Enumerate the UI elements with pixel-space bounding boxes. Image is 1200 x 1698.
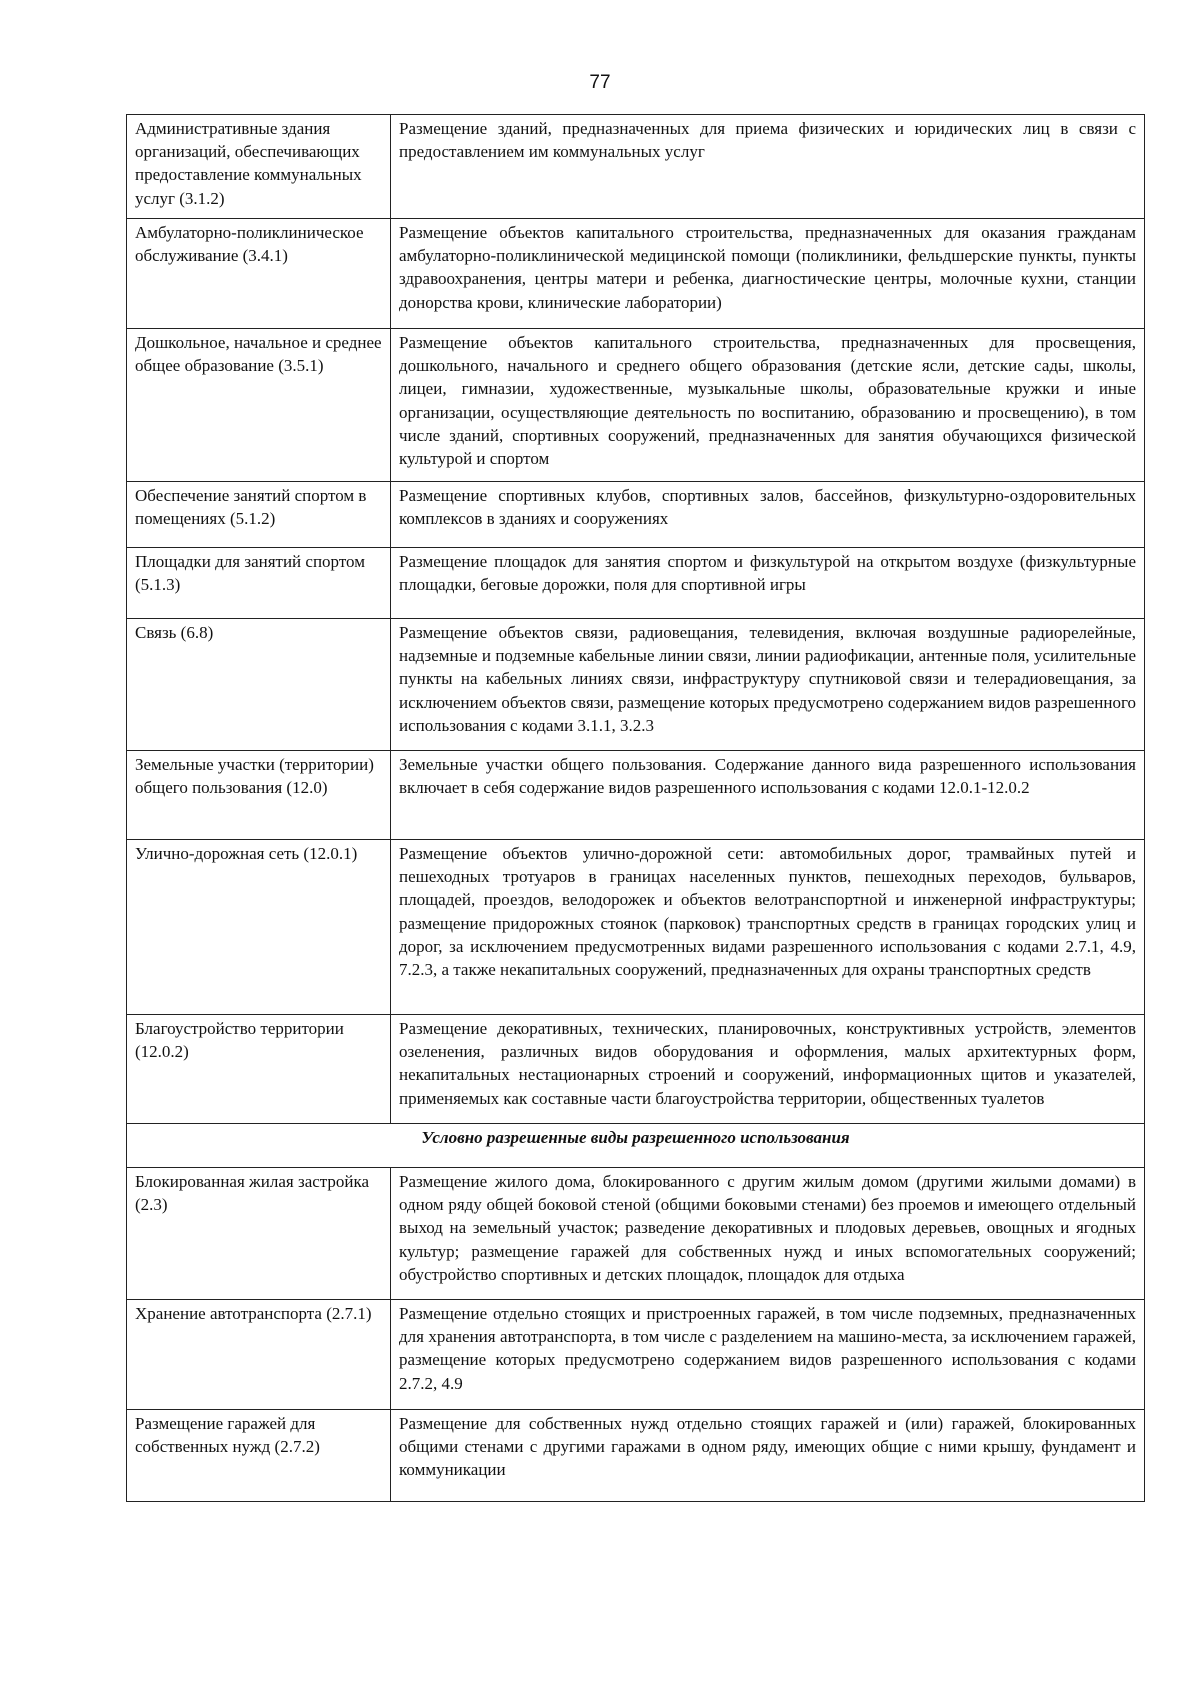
permitted-use-table [126, 114, 1145, 1502]
table-row [127, 1015, 1145, 1124]
use-type-description: Земельные участки общего пользования. Содержание данного вида разрешенного использования включает в себя содержание видов разрешенного использования с кодами 12.0.1-12.0.2 [391, 751, 1145, 840]
use-type-name: Хранение автотранспорта (2.7.1) [127, 1300, 391, 1410]
use-type-description: Размещение спортивных клубов, спортивных залов, бассейнов, физкультурно-оздоровительных комплексов в зданиях и сооружениях [391, 482, 1145, 548]
use-type-name: Улично-дорожная сеть (12.0.1) [127, 840, 391, 1015]
section-heading-row [127, 1124, 1145, 1168]
table-row [127, 619, 1145, 751]
use-type-name: Размещение гаражей для собственных нужд (2.7.2) [127, 1410, 391, 1502]
use-type-description: Размещение объектов связи, радиовещания, телевидения, включая воздушные радиорелейные, надземные и подземные кабельные линии связи, линии радиофикации, антенные поля, усилительные пункты на кабельных линиях связи, инфраструктуру спутниковой связи и телерадиовещания, за исключением объектов связи, размещение которых предусмотрено содержанием видов разрешенного использования с кодами 3.1.1, 3.2.3 [391, 619, 1145, 751]
use-type-name: Земельные участки (территории) общего пользования (12.0) [127, 751, 391, 840]
use-type-description: Размещение объектов капитального строительства, предназначенных для просвещения, дошкольного, начального и среднего общего образования (детские ясли, детские сады, школы, лицеи, гимназии, художественные, музыкальные школы, образовательные кружки и иные организации, осуществляющие деятельность по воспитанию, образованию и просвещению), в том числе зданий, спортивных сооружений, предназначенных для занятия обучающихся физической культурой и спортом [391, 329, 1145, 482]
table-row [127, 115, 1145, 219]
use-type-name: Административные здания организаций, обеспечивающих предоставление коммунальных услуг (3.1.2) [127, 115, 391, 219]
use-type-name: Дошкольное, начальное и среднее общее образование (3.5.1) [127, 329, 391, 482]
use-type-description: Размещение для собственных нужд отдельно стоящих гаражей и (или) гаражей, блокированных общими стенами с другими гаражами в одном ряду, имеющих общие с ними крышу, фундамент и коммуникации [391, 1410, 1145, 1502]
use-type-name: Амбулаторно-поликлиническое обслуживание (3.4.1) [127, 219, 391, 329]
use-type-description: Размещение объектов капитального строительства, предназначенных для оказания гражданам амбулаторно-поликлинической медицинской помощи (поликлиники, фельдшерские пункты, пункты здравоохранения, центры матери и ребенка, диагностические центры, молочные кухни, станции донорства крови, клинические лаборатории) [391, 219, 1145, 329]
page-number: 77 [589, 72, 611, 93]
table-row [127, 1300, 1145, 1410]
table-row [127, 329, 1145, 482]
table-row [127, 1168, 1145, 1300]
permitted-use-table-container [126, 114, 1144, 1502]
use-type-name: Блокированная жилая застройка (2.3) [127, 1168, 391, 1300]
use-type-description: Размещение отдельно стоящих и пристроенных гаражей, в том числе подземных, предназначенных для хранения автотранспорта, в том числе с разделением на машино-места, за исключением гаражей, размещение которых предусмотрено содержанием видов разрешенного использования с кодами 2.7.2, 4.9 [391, 1300, 1145, 1410]
table-row [127, 840, 1145, 1015]
use-type-description: Размещение жилого дома, блокированного с другим жилым домом (другими жилыми домами) в одном ряду общей боковой стеной (общими боковыми стенами) без проемов и имеющего отдельный выход на земельный участок; разведение декоративных и плодовых деревьев, овощных и ягодных культур; размещение гаражей для собственных нужд и иных вспомогательных сооружений; обустройство спортивных и детских площадок, площадок для отдыха [391, 1168, 1145, 1300]
use-type-description: Размещение площадок для занятия спортом и физкультурой на открытом воздухе (физкультурные площадки, беговые дорожки, поля для спортивной игры [391, 548, 1145, 619]
table-row [127, 1410, 1145, 1502]
use-type-name: Площадки для занятий спортом (5.1.3) [127, 548, 391, 619]
table-row [127, 548, 1145, 619]
use-type-name: Обеспечение занятий спортом в помещениях (5.1.2) [127, 482, 391, 548]
table-row [127, 751, 1145, 840]
table-row [127, 482, 1145, 548]
table-row [127, 219, 1145, 329]
use-type-description: Размещение декоративных, технических, планировочных, конструктивных устройств, элементов озеленения, различных видов оборудования и оформления, малых архитектурных форм, некапитальных нестационарных строений и сооружений, информационных щитов и указателей, применяемых как составные части благоустройства территории, общественных туалетов [391, 1015, 1145, 1124]
use-type-name: Связь (6.8) [127, 619, 391, 751]
use-type-description: Размещение объектов улично-дорожной сети: автомобильных дорог, трамвайных путей и пешеходных тротуаров в границах населенных пунктов, пешеходных переходов, бульваров, площадей, проездов, велодорожек и объектов велотранспортной и инженерной инфраструктуры; размещение придорожных стоянок (парковок) транспортных средств в границах городских улиц и дорог, за исключением предусмотренных видами разрешенного использования с кодами 2.7.1, 4.9, 7.2.3, а также некапитальных сооружений, предназначенных для охраны транспортных средств [391, 840, 1145, 1015]
use-type-name: Благоустройство территории (12.0.2) [127, 1015, 391, 1124]
use-type-description: Размещение зданий, предназначенных для приема физических и юридических лиц в связи с предоставлением им коммунальных услуг [391, 115, 1145, 219]
section-heading: Условно разрешенные виды разрешенного использования [127, 1124, 1145, 1168]
